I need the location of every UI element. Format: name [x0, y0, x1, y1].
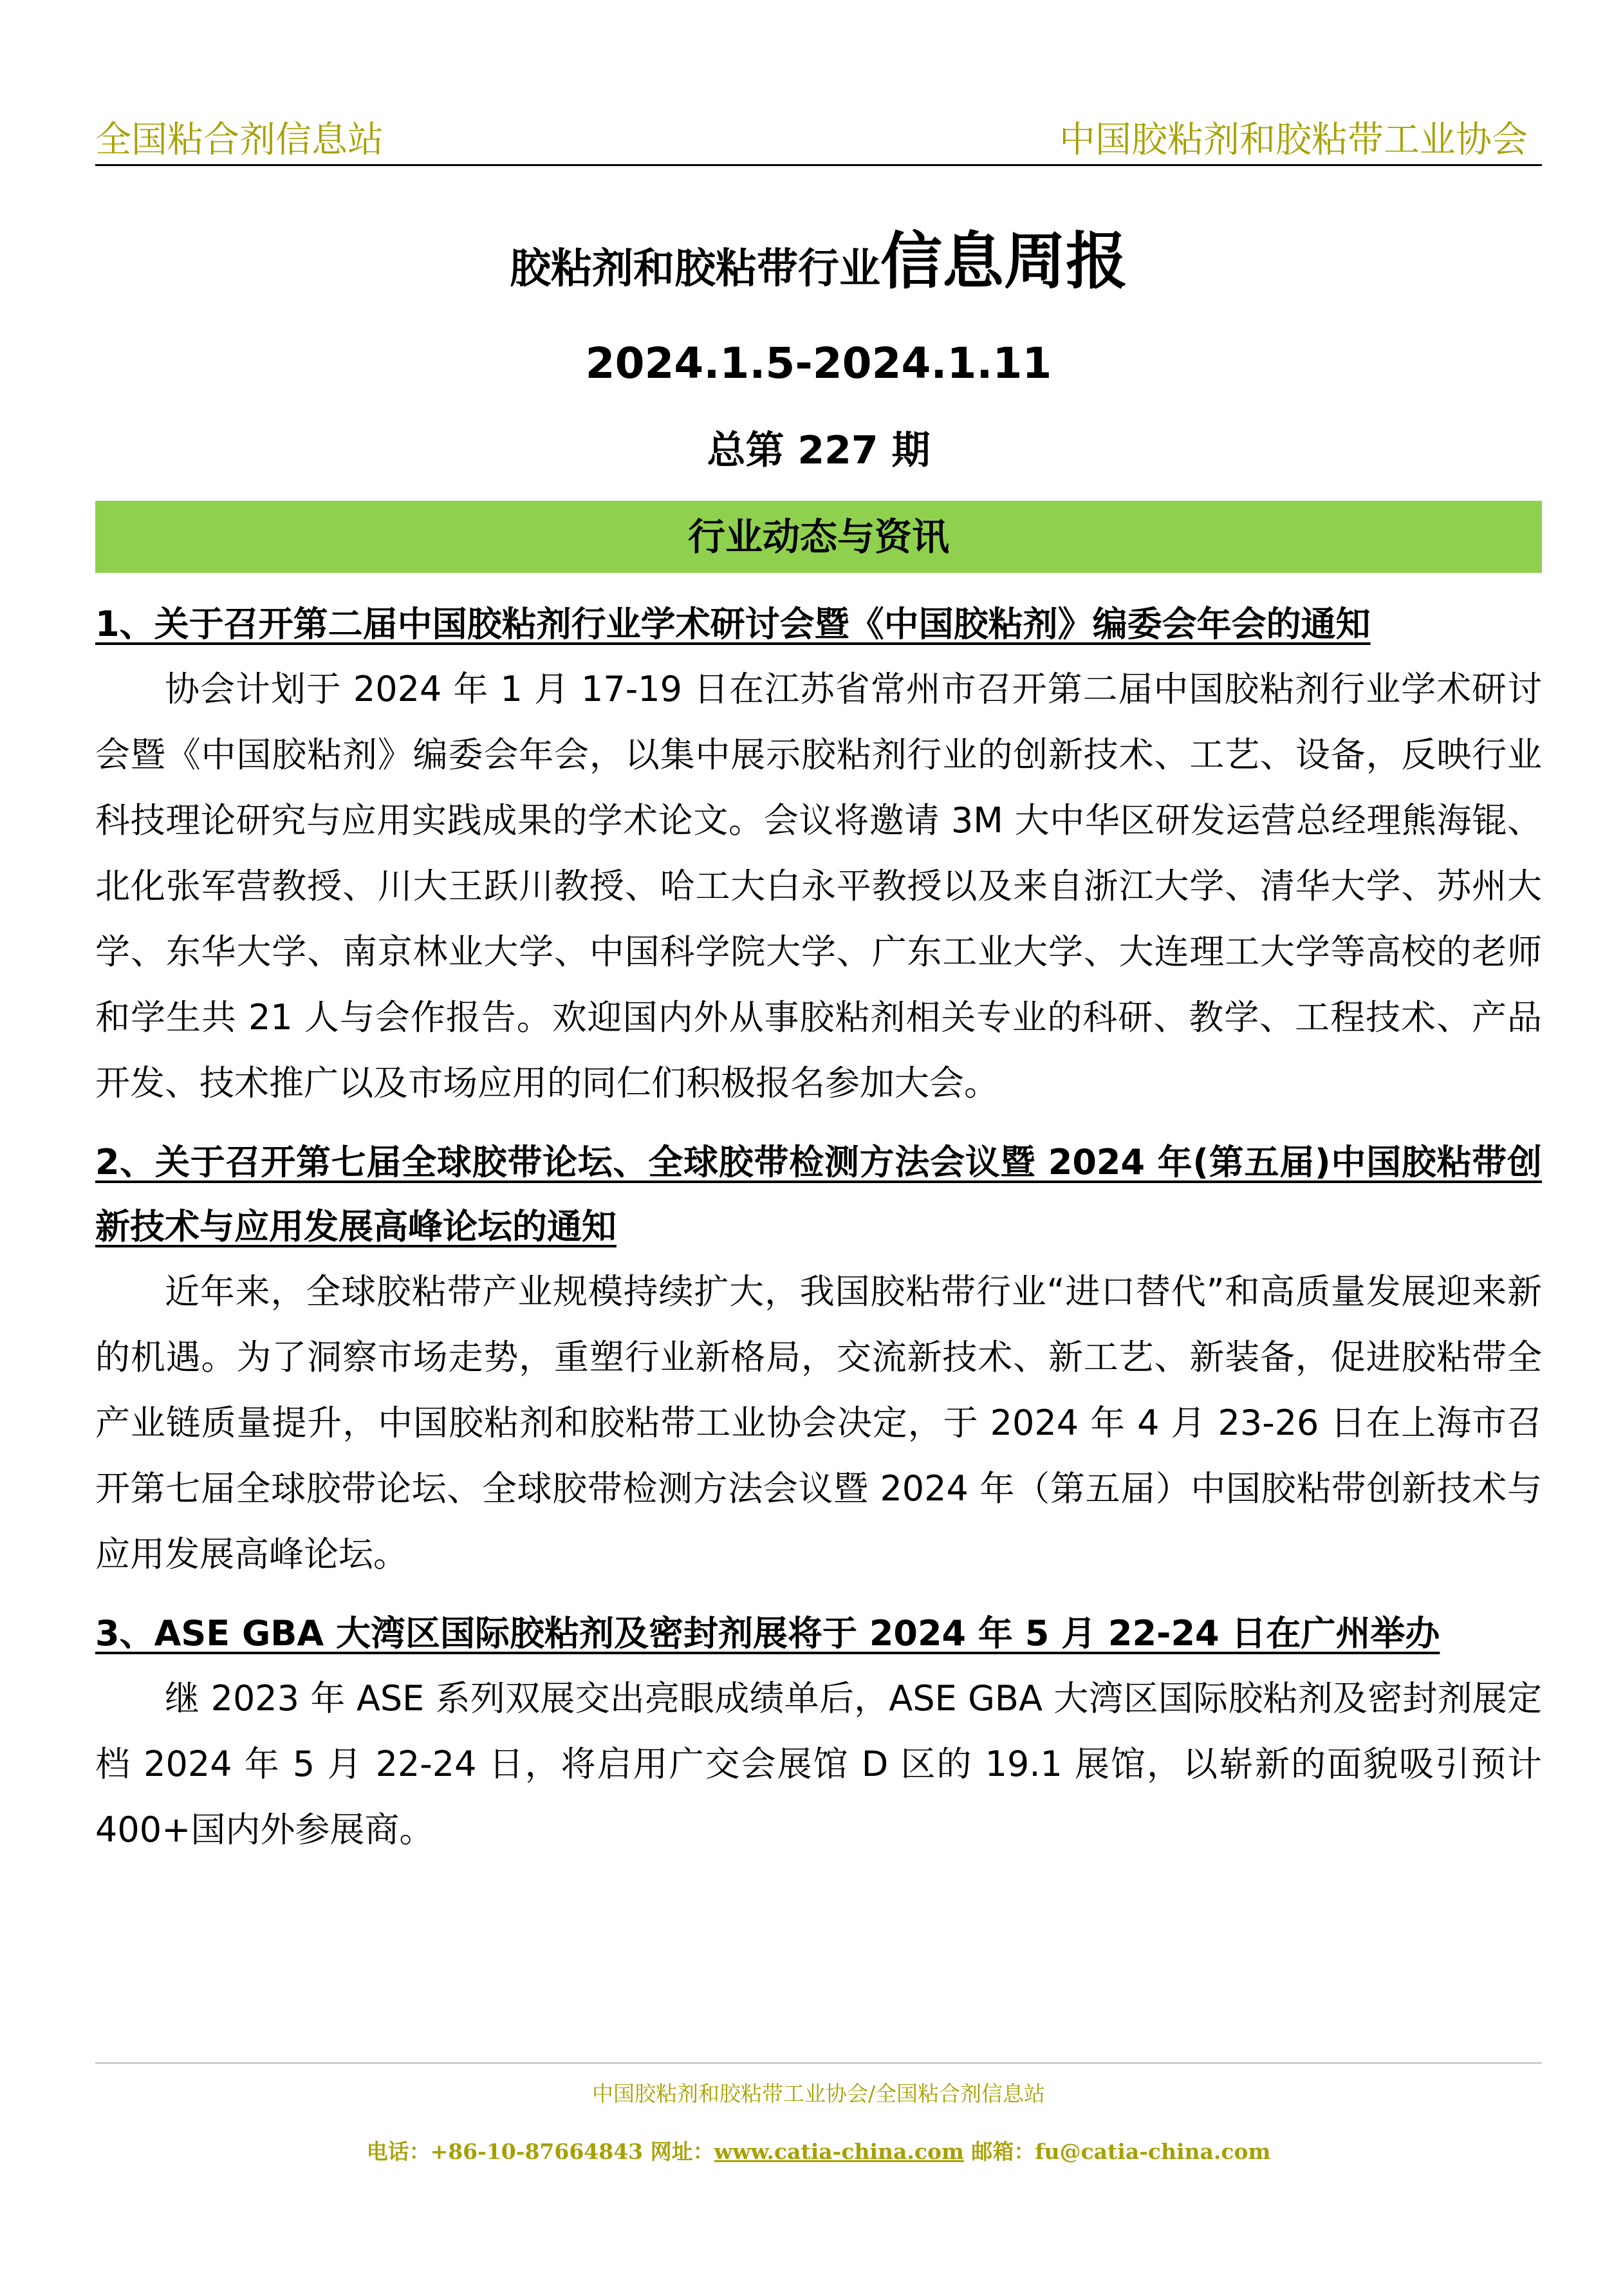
report-title-main: 信息周报	[880, 225, 1127, 297]
header-site-name: 全国粘合剂信息站	[95, 119, 384, 161]
news-item-heading: 3、ASE GBA 大湾区国际胶粘剂及密封剂展将于 2024 年 5 月 22-24 日在广州举办	[95, 1613, 1440, 1654]
footer-organization: 中国胶粘剂和胶粘带工业协会/全国粘合剂信息站	[591, 2081, 1046, 2106]
footer-email-label: 邮箱：	[963, 2139, 1035, 2164]
footer-website-label: 网址：	[643, 2139, 714, 2164]
page	[95, 0, 1542, 2296]
news-item-heading: 1、关于召开第二届中国胶粘剂行业学术研讨会暨《中国胶粘剂》编委会年会的通知	[95, 604, 1371, 644]
page-header	[95, 115, 1542, 166]
footer-website-link[interactable]: www.catia-china.com	[714, 2139, 964, 2164]
report-date-range: 2024.1.5-2024.1.11	[585, 339, 1052, 388]
footer-email[interactable]: fu@catia-china.com	[1035, 2139, 1271, 2164]
page-footer	[95, 2062, 1542, 2167]
report-title	[95, 212, 1542, 301]
news-item	[95, 592, 1542, 1116]
news-item-body: 协会计划于 2024 年 1 月 17-19 日在江苏省常州市召开第二届中国胶粘剂行业学术研讨会暨《中国胶粘剂》编委会年会，以集中展示胶粘剂行业的创新技术、工艺、设备，反映行业科技理论研究与应用实践成果的学术论文。会议将邀请 3M 大中华区研发运营总经理熊海锟、北化张军营教授、川大王跃川教授、哈工大白永平教授以及来自浙江大学、清华大学、苏州大学、东华大学、南京林业大学、中国科学院大学、广东工业大学、大连理工大学等高校的老师和学生共 21 人与会作报告。欢迎国内外从事胶粘剂相关专业的科研、教学、工程技术、产品开发、技术推广以及市场应用的同仁们积极报名参加大会。	[95, 669, 1542, 1103]
footer-phone: +86-10-87664843	[430, 2139, 644, 2164]
footer-phone-label: 电话：	[366, 2139, 431, 2164]
news-list	[95, 592, 1542, 1877]
header-association-name: 中国胶粘剂和胶粘带工业协会	[1059, 119, 1528, 161]
news-item-body: 近年来，全球胶粘带产业规模持续扩大，我国胶粘带行业“进口替代”和高质量发展迎来新的机遇。为了洞察市场走势，重塑行业新格局，交流新技术、新工艺、新装备，促进胶粘带全产业链质量提升，中国胶粘剂和胶粘带工业协会决定，于 2024 年 4 月 23-26 日在上海市召开第七届全球胶带论坛、全球胶带检测方法会议暨 2024 年（第五届）中国胶粘带创新技术与应用发展高峰论坛。	[95, 1271, 1542, 1574]
footer-contact	[95, 2137, 1542, 2167]
news-item	[95, 1601, 1542, 1863]
report-title-prefix: 胶粘剂和胶粘带行业	[510, 245, 880, 293]
news-item-body: 继 2023 年 ASE 系列双展交出亮眼成绩单后，ASE GBA 大湾区国际胶粘剂及密封剂展定档 2024 年 5 月 22-24 日，将启用广交会展馆 D 区的 19.1 展馆，以崭新的面貌吸引预计 400+国内外参展商。	[95, 1678, 1542, 1850]
report-issue-number: 总第 227 期	[707, 428, 931, 473]
section-banner: 行业动态与资讯	[95, 501, 1542, 573]
news-item-heading: 2、关于召开第七届全球胶带论坛、全球胶带检测方法会议暨 2024 年(第五届)中国胶粘带创新技术与应用发展高峰论坛的通知	[95, 1142, 1542, 1247]
news-item	[95, 1130, 1542, 1587]
